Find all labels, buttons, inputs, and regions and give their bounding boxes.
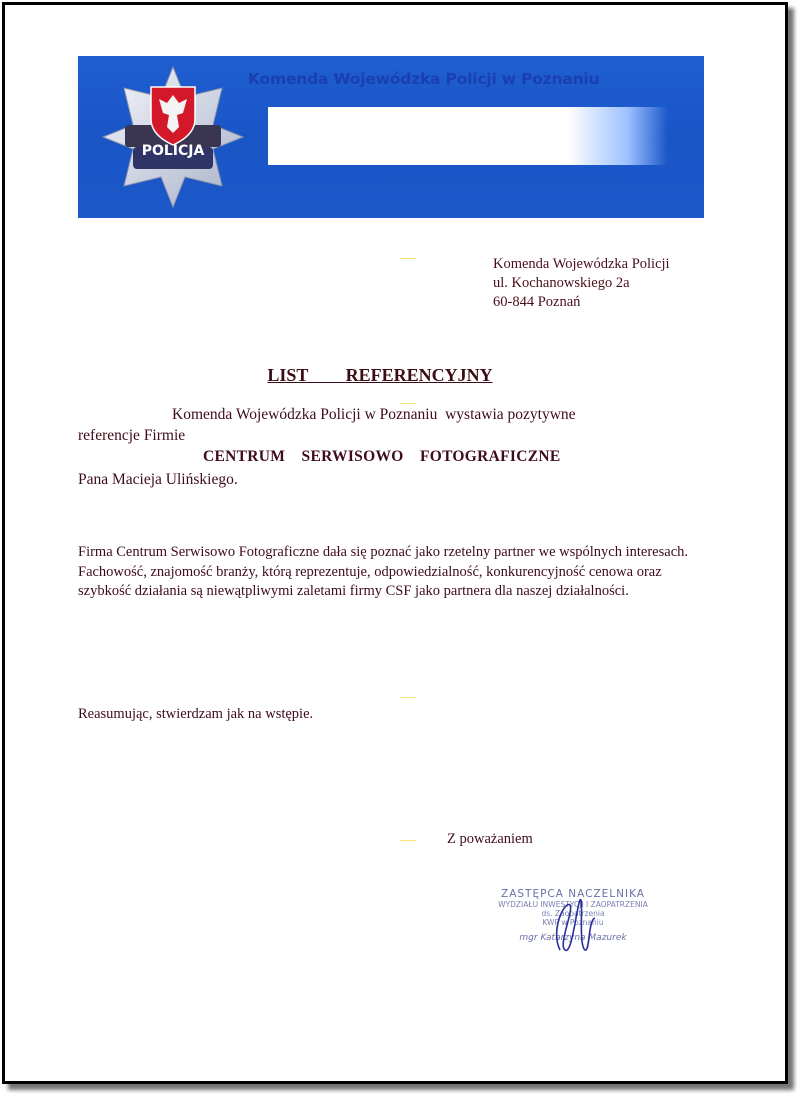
signatory-name: mgr Katarzyna Mazurek [519, 933, 627, 943]
scan-mark [400, 697, 416, 698]
body-paragraph: Firma Centrum Serwisowo Fotograficzne dała się poznać jako rzetelny partner we wspólnych interesach. Fachowość, znajomość branży, którą reprezentuje, odpowiedzialność, konkurencyjność cenowa oraz szybkość działania są niewątpliwymi zaletami firmy CSF jako partnera dla naszej działalności. [78, 544, 689, 599]
document-title: LIST REFERENCYJNY [267, 365, 493, 385]
badge-label: POLICJA [141, 143, 205, 159]
address-line: ul. Kochanowskiego 2a [493, 275, 630, 291]
stamp-title: ZASTĘPCA NACZELNIKA [501, 888, 645, 900]
stamp-department: WYDZIAŁU INWESTYCJI I ZAOPATRZENIA [498, 900, 648, 909]
owner-name: Pana Macieja Ulińskiego. [78, 471, 238, 488]
stamp-subtitle: ds. Zaopatrzenia [541, 909, 605, 918]
company-name: CENTRUM SERWISOWO FOTOGRAFICZNE [203, 448, 561, 465]
institution-name: Komenda Wojewódzka Policji w Poznaniu [248, 70, 600, 88]
stamp-unit: KWP w Poznaniu [542, 918, 604, 927]
police-star-badge-icon [102, 66, 244, 208]
scan-mark [400, 840, 416, 841]
intro-line: referencje Firmie [78, 427, 186, 444]
letterhead-band [268, 107, 668, 165]
recipient-address [493, 255, 670, 312]
summary-line: Reasumując, stwierdzam jak na wstępie. [78, 706, 314, 722]
handwritten-signature-icon [540, 890, 610, 960]
address-line: Komenda Wojewódzka Policji [493, 256, 670, 272]
address-line: 60-844 Poznań [493, 294, 581, 310]
scan-mark [400, 258, 416, 259]
closing-line: Z poważaniem [447, 831, 533, 847]
intro-line: Komenda Wojewódzka Policji w Poznaniu wystawia pozytywne [172, 406, 576, 423]
scan-mark [400, 403, 416, 404]
